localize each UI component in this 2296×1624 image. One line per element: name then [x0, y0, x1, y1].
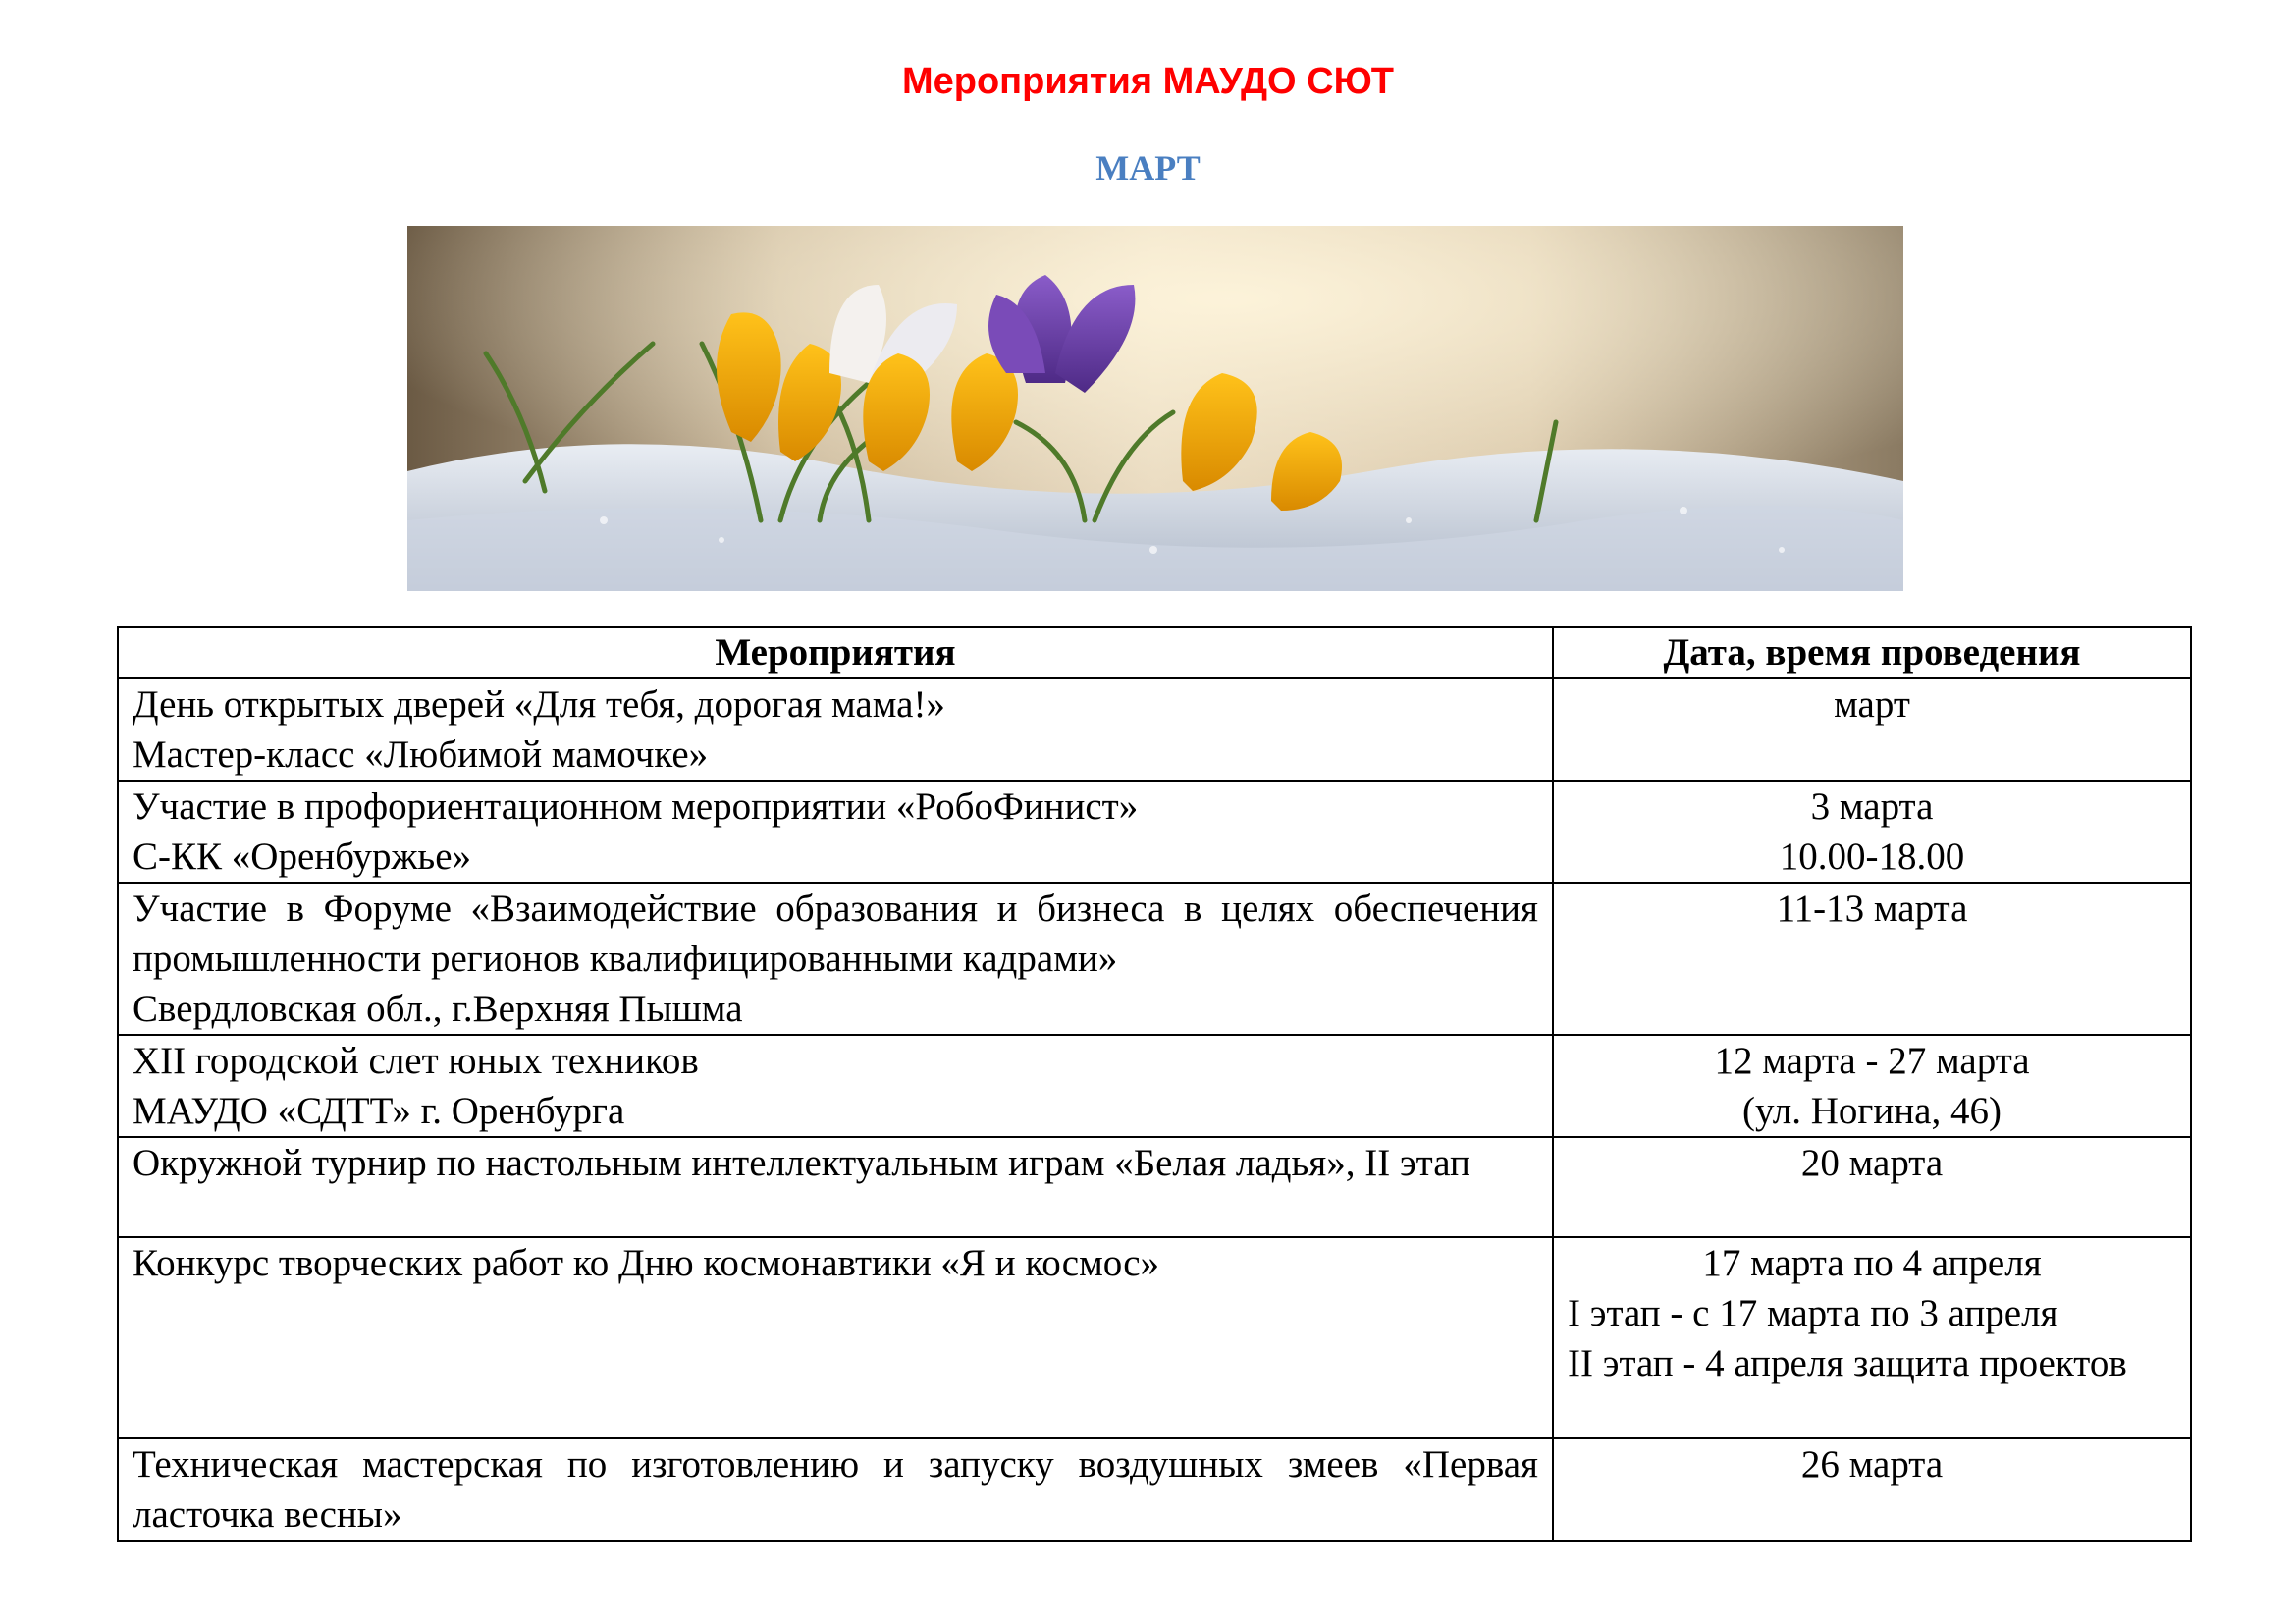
- month-heading: МАРТ: [1095, 148, 1201, 188]
- table-row: [118, 1035, 2191, 1137]
- date-line: 17 марта по 4 апреля: [1702, 1242, 2042, 1284]
- date-cell: [1553, 781, 2191, 883]
- header-events: Мероприятия: [118, 627, 1553, 678]
- page-title: Мероприятия МАУДО СЮТ: [901, 61, 1395, 102]
- event-cell: [118, 1237, 1553, 1438]
- event-line: Участие в профориентационном мероприятии «РобоФинист»: [133, 785, 1139, 828]
- event-line: Свердловская обл., г.Верхняя Пышма: [133, 988, 743, 1030]
- date-line: 26 марта: [1800, 1443, 1944, 1486]
- date-line: II этап - 4 апреля защита проектов: [1568, 1342, 2127, 1384]
- date-cell: [1553, 1035, 2191, 1137]
- table-header-row: [118, 627, 2191, 678]
- event-line: День открытых дверей «Для тебя, дорогая мама!»: [133, 683, 945, 726]
- event-cell: [118, 678, 1553, 781]
- date-line: март: [1834, 683, 1910, 726]
- crocus-banner-image: [407, 226, 1903, 591]
- event-cell: [118, 883, 1553, 1035]
- table-row: [118, 1438, 2191, 1541]
- crocus-flowers-in-snow-image: [407, 226, 1903, 591]
- event-cell: [118, 1438, 1553, 1541]
- date-line: 11-13 марта: [1776, 888, 1968, 930]
- event-line: XII городской слет юных техников: [133, 1040, 699, 1082]
- table-row: [118, 1237, 2191, 1438]
- date-line: 10.00-18.00: [1779, 836, 1965, 878]
- event-line: Мастер-класс «Любимой мамочке»: [133, 733, 709, 776]
- event-line: МАУДО «СДТТ» г. Оренбурга: [133, 1090, 625, 1132]
- date-cell: [1553, 1137, 2191, 1237]
- date-line: (ул. Ногина, 46): [1742, 1090, 2002, 1132]
- event-line: С-КК «Оренбуржье»: [133, 836, 472, 878]
- event-cell: [118, 1137, 1553, 1237]
- date-line: I этап - с 17 марта по 3 апреля: [1568, 1292, 2058, 1334]
- date-cell: [1553, 1438, 2191, 1541]
- date-line: 12 марта - 27 марта: [1714, 1040, 2030, 1082]
- date-cell: [1553, 1237, 2191, 1438]
- event-cell: [118, 1035, 1553, 1137]
- events-table: [117, 626, 2192, 1542]
- event-line: Окружной турнир по настольным интеллектуальным играм «Белая ладья», II этап: [133, 1142, 1470, 1184]
- date-cell: [1553, 883, 2191, 1035]
- table-row: [118, 781, 2191, 883]
- table-row: [118, 883, 2191, 1035]
- event-line: Участие в Форуме «Взаимодействие образования и бизнеса в целях обеспечения промышленности регионов квалифицированными кадрами»: [133, 888, 1538, 980]
- event-cell: [118, 781, 1553, 883]
- date-line: 3 марта: [1810, 785, 1934, 828]
- date-cell: [1553, 678, 2191, 781]
- event-line: Конкурс творческих работ ко Дню космонавтики «Я и космос»: [133, 1242, 1160, 1284]
- table-row: [118, 1137, 2191, 1237]
- table-row: [118, 678, 2191, 781]
- event-line: Техническая мастерская по изготовлению и запуску воздушных змеев «Первая ласточка весны»: [133, 1443, 1538, 1536]
- header-date: Дата, время проведения: [1553, 627, 2191, 678]
- date-line: 20 марта: [1800, 1142, 1944, 1184]
